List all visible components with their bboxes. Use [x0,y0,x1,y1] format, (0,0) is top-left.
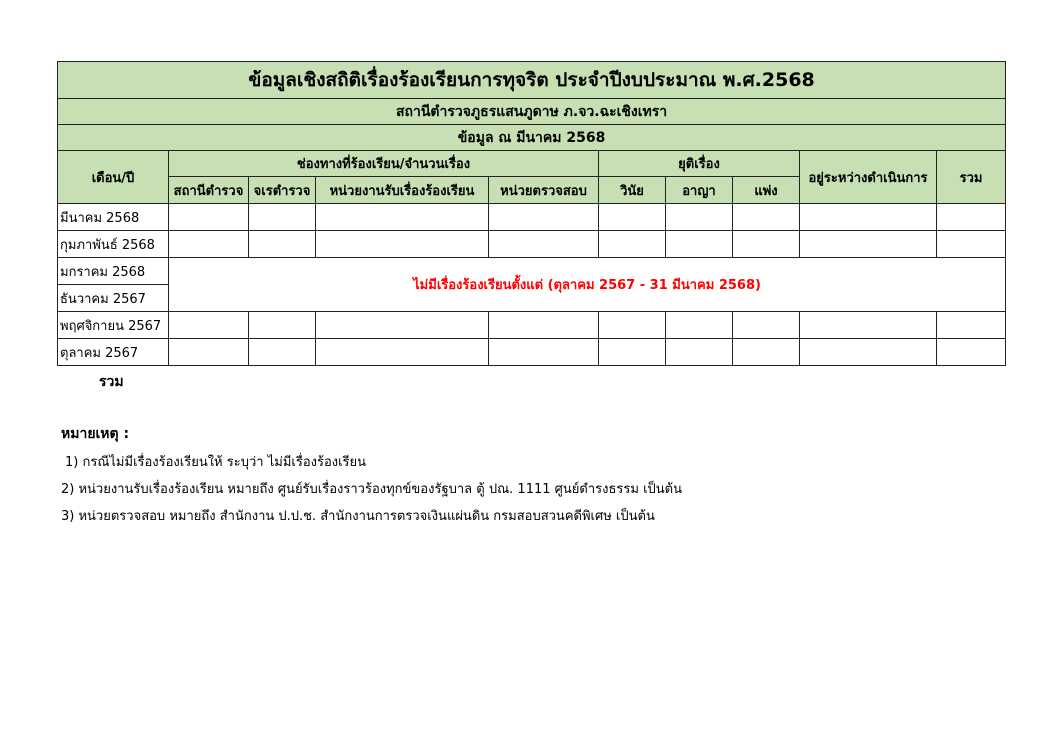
data-cell [169,339,249,366]
data-as-of: ข้อมูล ณ มีนาคม 2568 [58,125,1006,151]
remarks-heading: หมายเหตุ : [61,426,130,442]
data-cell [316,204,489,231]
report-title: ข้อมูลเชิงสถิติเรื่องร้องเรียนการทุจริต ประจำปีงบประมาณ พ.ศ.2568 [58,62,1006,99]
month-cell: มกราคม 2568 [58,258,169,285]
header-channel-complaint-agency: หน่วยงานรับเรื่องร้องเรียน [316,177,489,204]
data-cell [489,312,599,339]
data-cell [733,312,800,339]
header-month-year: เดือน/ปี [58,151,169,204]
remark-note: 1) กรณีไม่มีเรื่องร้องเรียนให้ ระบุว่า ไม่มีเรื่องร้องเรียน [65,455,367,470]
data-cell [666,231,733,258]
header-in-progress: อยู่ระหว่างดำเนินการ [800,151,937,204]
remarks-section [61,423,682,535]
remark-note: 2) หน่วยงานรับเรื่องร้องเรียน หมายถึง ศูนย์รับเรื่องราวร้องทุกข์ของรัฐบาล ตู้ ปณ. 1111 ศูนย์ดำรงธรรม เป็นต้น [61,482,682,497]
data-cell [733,231,800,258]
data-cell [800,312,937,339]
data-cell [316,339,489,366]
header-terminated-civil: แพ่ง [733,177,800,204]
header-terminated-discipline: วินัย [599,177,666,204]
header-channel-inspector: จเรตำรวจ [249,177,316,204]
data-cell [666,312,733,339]
data-cell [800,339,937,366]
header-total: รวม [937,151,1006,204]
table-row [58,258,1006,285]
station-name: สถานีตำรวจภูธรแสนภูดาษ ภ.จว.ฉะเชิงเทรา [58,99,1006,125]
data-cell [169,231,249,258]
month-cell: กุมภาพันธ์ 2568 [58,231,169,258]
data-cell [733,204,800,231]
data-cell [169,204,249,231]
data-cell [249,204,316,231]
data-cell [249,312,316,339]
data-cell [249,339,316,366]
data-cell [169,312,249,339]
month-cell: ธันวาคม 2567 [58,285,169,312]
complaint-statistics-sheet [57,61,1005,366]
data-cell [800,231,937,258]
data-cell [599,204,666,231]
month-cell: พฤศจิกายน 2567 [58,312,169,339]
data-cell [599,312,666,339]
table-row [58,204,1006,231]
month-cell: มีนาคม 2568 [58,204,169,231]
data-cell [666,204,733,231]
data-cell [316,312,489,339]
header-terminated-criminal: อาญา [666,177,733,204]
table-row [58,312,1006,339]
remark-note: 3) หน่วยตรวจสอบ หมายถึง สำนักงาน ป.ป.ช. สำนักงานการตรวจเงินแผ่นดิน กรมสอบสวนคดีพิเศษ เป็นต้น [61,509,655,524]
month-cell: ตุลาคม 2567 [58,339,169,366]
data-cell [666,339,733,366]
header-channel-audit-unit: หน่วยตรวจสอบ [489,177,599,204]
total-row-label: รวม [99,374,124,390]
data-cell [937,339,1006,366]
header-channel-police-station: สถานีตำรวจ [169,177,249,204]
data-cell [733,339,800,366]
data-cell [800,204,937,231]
data-cell [937,231,1006,258]
header-terminated-group: ยุติเรื่อง [599,151,800,177]
data-cell [599,231,666,258]
data-cell [489,231,599,258]
data-cell [249,231,316,258]
data-cell [489,339,599,366]
table-row [58,339,1006,366]
data-cell [599,339,666,366]
data-cell [489,204,599,231]
statistics-table [57,61,1006,366]
data-cell [937,204,1006,231]
data-cell [937,312,1006,339]
table-row [58,231,1006,258]
data-cell [316,231,489,258]
no-complaints-notice: ไม่มีเรื่องร้องเรียนตั้งแต่ (ตุลาคม 2567 - 31 มีนาคม 2568) [169,258,1006,312]
header-channels-group: ช่องทางที่ร้องเรียน/จำนวนเรื่อง [169,151,599,177]
